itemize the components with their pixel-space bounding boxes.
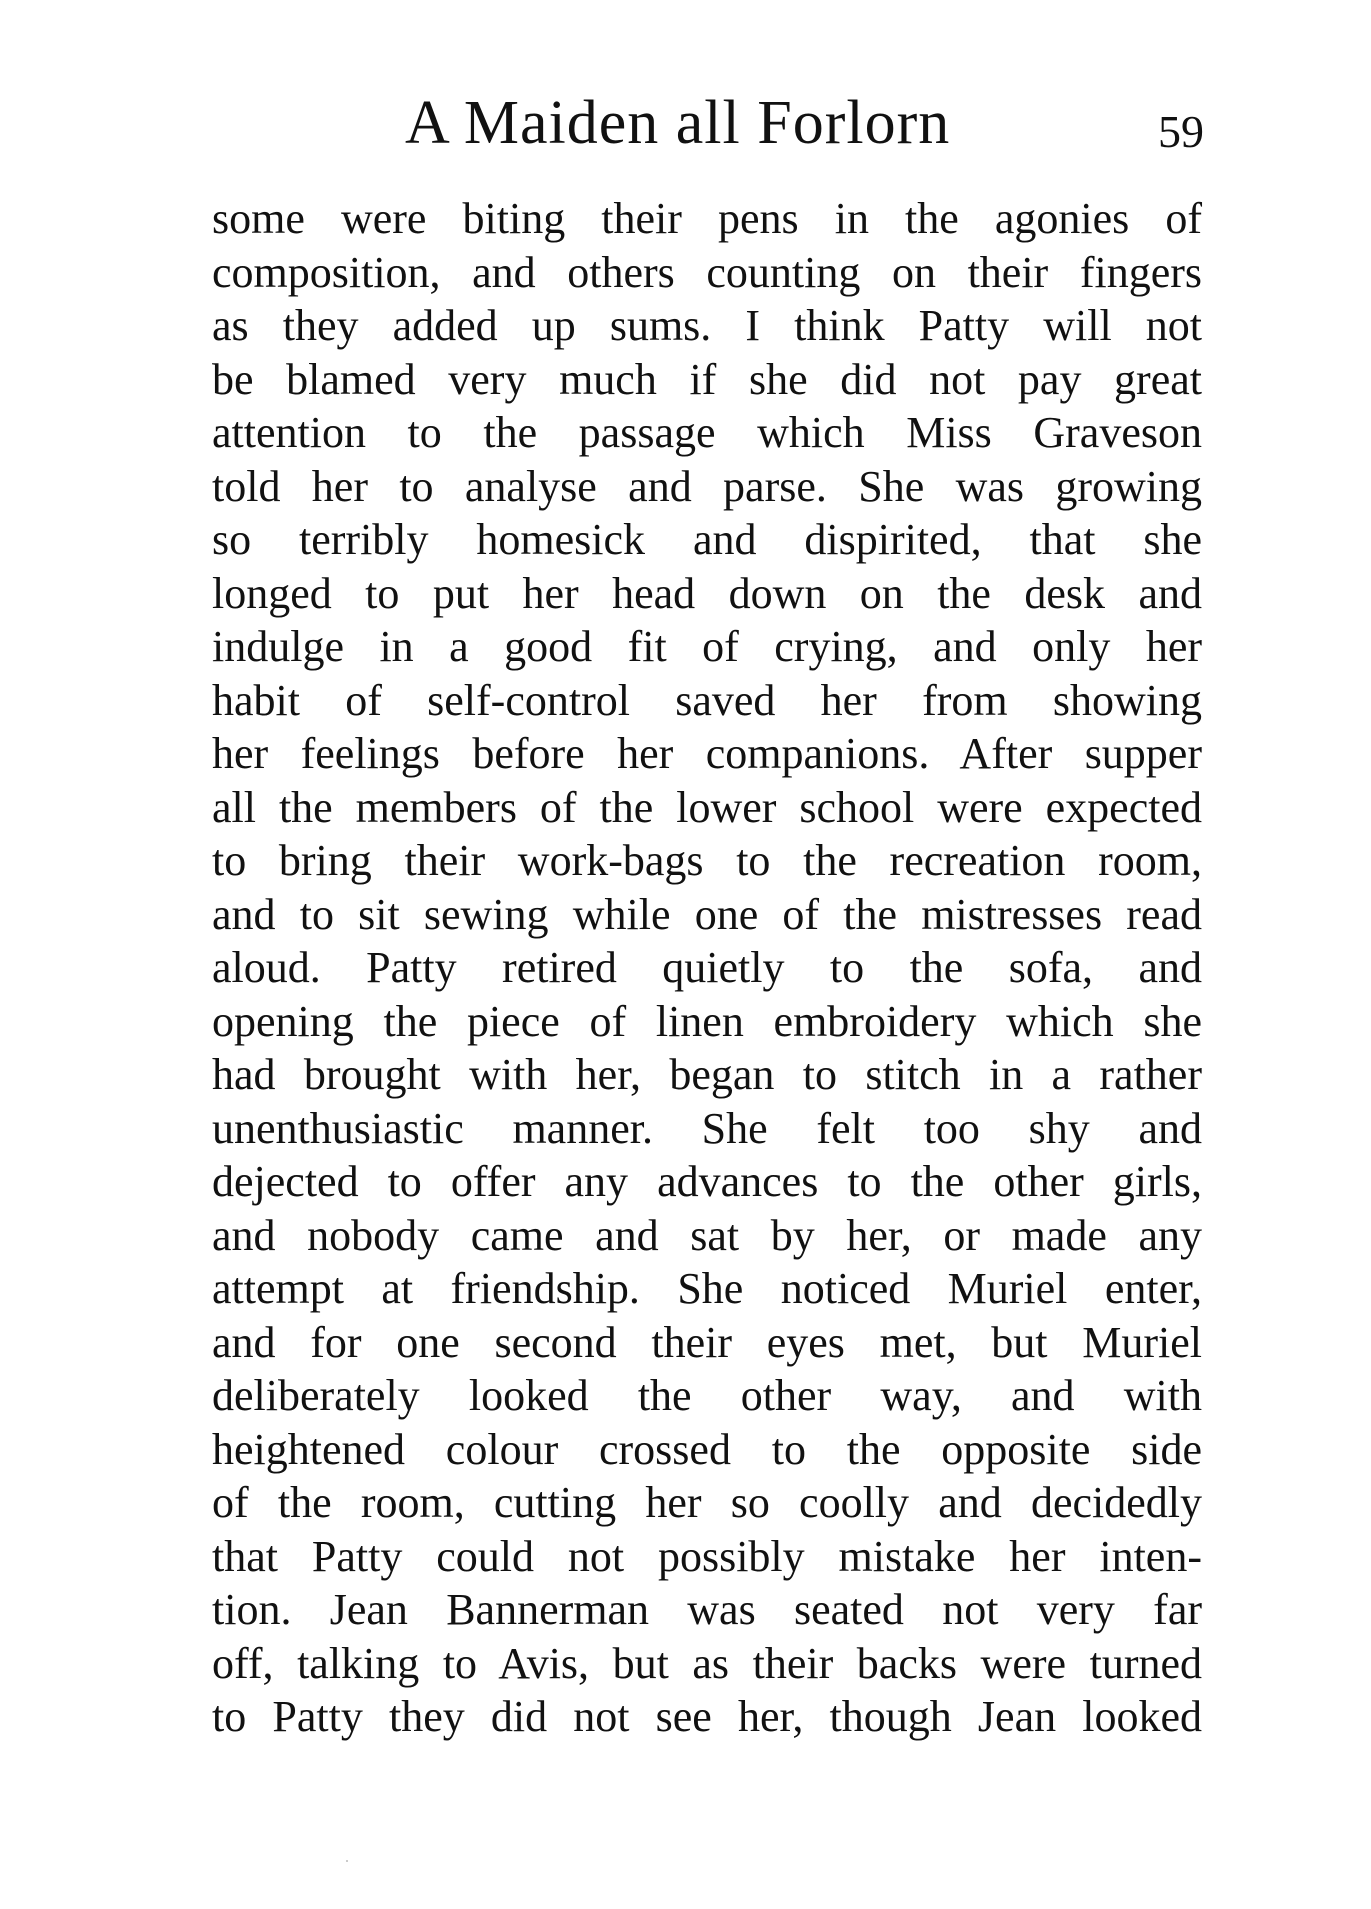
text-line: attempt at friendship. She noticed Muriel enter, (212, 1264, 1202, 1313)
body-text (212, 192, 1202, 1744)
text-line: all the members of the lower school were expected (212, 782, 1202, 832)
running-head-title: A Maiden all Forlorn (405, 89, 951, 157)
text-line: composition, and others counting on their fingers (212, 247, 1202, 297)
text-line: and for one second their eyes met, but Muriel (212, 1317, 1202, 1367)
text-line: had brought with her, began to stitch in a rather (212, 1050, 1202, 1099)
text-line: to bring their work-bags to the recreation room, (212, 836, 1202, 885)
text-line: indulge in a good fit of crying, and only her (212, 622, 1202, 671)
text-line: and to sit sewing while one of the mistresses read (212, 889, 1202, 939)
text-line: to Patty they did not see her, though Jean looked (212, 1692, 1202, 1741)
text-line: unenthusiastic manner. She felt too shy and (212, 1103, 1202, 1153)
text-line: so terribly homesick and dispirited, that she (212, 515, 1202, 564)
text-line: told her to analyse and parse. She was growing (212, 461, 1202, 511)
text-line: habit of self-control saved her from showing (212, 675, 1202, 725)
text-line: aloud. Patty retired quietly to the sofa, and (212, 943, 1202, 992)
text-line: tion. Jean Bannerman was seated not very far (212, 1585, 1202, 1634)
text-line: deliberately looked the other way, and with (212, 1371, 1202, 1420)
page-number: 59 (1158, 106, 1204, 157)
text-line: be blamed very much if she did not pay great (212, 354, 1202, 404)
text-line: off, talking to Avis, but as their backs were turned (212, 1638, 1202, 1688)
text-line: that Patty could not possibly mistake her inten- (212, 1531, 1202, 1581)
text-line: as they added up sums. I think Patty will not (212, 301, 1202, 350)
text-line: longed to put her head down on the desk and (212, 568, 1202, 618)
text-line: her feelings before her companions. After supper (212, 729, 1202, 778)
text-line: opening the piece of linen embroidery which she (212, 996, 1202, 1046)
text-line: of the room, cutting her so coolly and decidedly (212, 1478, 1202, 1527)
paper-speck (346, 1860, 348, 1862)
text-line: dejected to offer any advances to the other girls, (212, 1157, 1202, 1206)
text-line: attention to the passage which Miss Graveson (212, 408, 1202, 457)
text-line: heightened colour crossed to the opposite side (212, 1424, 1202, 1474)
text-line: and nobody came and sat by her, or made any (212, 1210, 1202, 1260)
text-line: some were biting their pens in the agonies of (212, 194, 1202, 243)
